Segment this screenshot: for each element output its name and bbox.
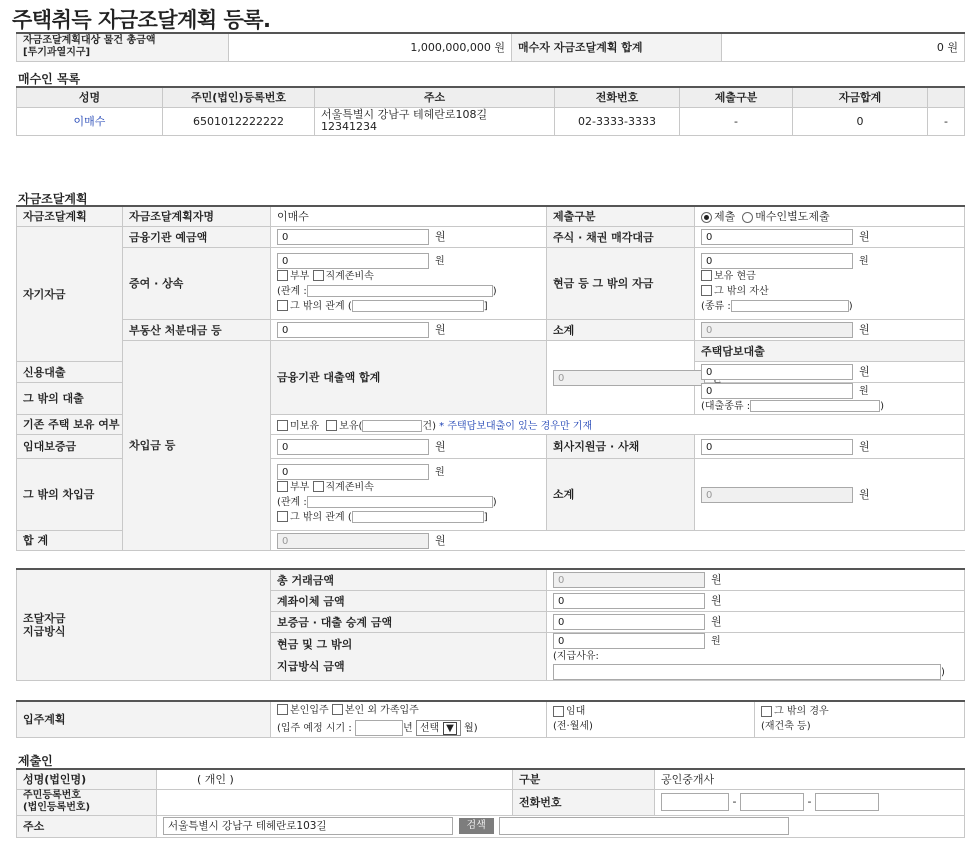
unit-label: 원 <box>711 594 722 607</box>
other-case-label: 그 밖의 경우 <box>774 706 829 718</box>
spouse-label: 부부 <box>290 481 310 493</box>
spouse-label: 부부 <box>290 270 310 282</box>
has-house-checkbox[interactable] <box>326 420 337 431</box>
cash-input[interactable]: 0 <box>701 253 853 269</box>
realestate-label: 부동산 처분대금 등 <box>123 319 271 340</box>
bracket-close: ] <box>483 511 488 523</box>
submitter-address-label: 주소 <box>17 815 157 837</box>
other-case-sub-label: (재건축 등) <box>761 721 811 733</box>
submitter-phone-label: 전화번호 <box>513 789 655 815</box>
phone-part1-input[interactable] <box>661 793 729 811</box>
paren-close: ) <box>492 285 497 297</box>
other-loan-input[interactable]: 0 <box>701 383 853 399</box>
lineal-checkbox[interactable] <box>313 481 324 492</box>
cash-hold-label: 보유 현금 <box>714 270 756 282</box>
unit-label: 원 <box>859 439 870 453</box>
relation-label: (관계 : <box>277 285 307 297</box>
house-own-label: 기존 주택 보유 여부 <box>17 414 123 434</box>
buyer-fund-total: 0 <box>793 107 928 135</box>
mortgage-label: 주택담보대출 <box>695 340 965 361</box>
col-header: 주민(법인)등록번호 <box>163 87 315 107</box>
lineal-label: 직계존비속 <box>325 481 374 493</box>
lease-deposit-label: 임대보증금 <box>17 434 123 458</box>
buyer-submit-type: - <box>680 107 793 135</box>
schedule-label: (입주 예정 시기 : <box>277 722 352 734</box>
buyer-list-table <box>16 86 965 136</box>
self-move-checkbox[interactable] <box>277 704 288 715</box>
submit-radio-label: 제출 <box>714 210 736 224</box>
col-header: 전화번호 <box>555 87 680 107</box>
cash-other-label-1: 현금 및 그 밖의 <box>277 638 353 651</box>
kind-label: (종류 : <box>701 300 731 312</box>
rent-label: 임대 <box>566 706 586 718</box>
plan-title: 자금조달계획 <box>18 192 88 206</box>
house-note: * 주택담보대출이 있는 경우만 기재 <box>439 420 593 432</box>
loan-kind-label: (대출종류 : <box>701 400 751 412</box>
reason-input[interactable] <box>553 664 941 680</box>
submitter-id-value <box>157 789 513 815</box>
submitter-name-value: ( 개인 ) <box>157 769 513 789</box>
deposit-loan-label: 보증금 · 대출 승계 금액 <box>271 611 547 632</box>
other-relation-input[interactable] <box>352 300 484 312</box>
grand-total-label: 합 계 <box>17 530 271 550</box>
spouse-checkbox[interactable] <box>277 270 288 281</box>
other-borrow-label: 그 밖의 차입금 <box>17 458 123 530</box>
self-move-label: 본인입주 <box>290 704 329 716</box>
buyer-sum-label: 매수자 자금조달계획 합계 <box>512 33 722 61</box>
buyer-extra: - <box>928 107 965 135</box>
other-relation-checkbox[interactable] <box>277 300 288 311</box>
year-input[interactable] <box>355 720 403 736</box>
total-trade-label: 총 거래금액 <box>271 569 547 590</box>
other-relation-label: 그 밖의 관계 ( <box>290 511 352 523</box>
family-move-checkbox[interactable] <box>332 704 343 715</box>
planner-name-label: 자금조달계획자명 <box>123 206 271 226</box>
gift-label: 증여 · 상속 <box>123 247 271 319</box>
no-house-label: 미보유 <box>290 420 319 432</box>
col-header: 제출구분 <box>680 87 793 107</box>
phone-part3-input[interactable] <box>815 793 879 811</box>
buyer-address: 서울특별시 강남구 테헤란로108길 12341234 <box>315 107 555 135</box>
move-in-table <box>16 700 965 738</box>
unit-label: 원 <box>859 365 870 378</box>
borrow-subtotal-label: 소계 <box>547 458 695 530</box>
unit-label: 원 <box>435 230 446 243</box>
phone-part2-input[interactable] <box>740 793 804 811</box>
summary-table <box>16 32 965 62</box>
month-select-value: 선택 <box>419 722 440 734</box>
paren-close: ) <box>848 300 853 312</box>
other-asset-checkbox[interactable] <box>701 285 712 296</box>
unit-label: 원 <box>435 439 446 453</box>
unit-label: 원 <box>435 255 445 267</box>
month-label: 월) <box>464 722 478 734</box>
payment-method-table <box>16 568 965 681</box>
paren-close: ) <box>941 666 945 678</box>
other-borrow-input[interactable]: 0 <box>277 464 429 480</box>
relation-input[interactable] <box>307 285 493 297</box>
transfer-input[interactable]: 0 <box>553 593 705 609</box>
unit-label: 원 <box>859 230 870 243</box>
no-house-checkbox[interactable] <box>277 420 288 431</box>
other-case-checkbox[interactable] <box>761 706 772 717</box>
plan-col-label: 자금조달계획 <box>17 206 123 226</box>
table-row[interactable] <box>17 107 965 135</box>
other-loan-label: 그 밖의 대출 <box>17 382 123 414</box>
spouse-checkbox[interactable] <box>277 481 288 492</box>
credit-input[interactable]: 0 <box>701 364 853 380</box>
submitter-title: 제출인 <box>18 754 53 768</box>
separate-submit-radio[interactable] <box>742 212 753 223</box>
loan-kind-input[interactable] <box>750 400 880 412</box>
relation-input[interactable] <box>307 496 493 508</box>
other-relation-label: 그 밖의 관계 ( <box>290 300 352 312</box>
buyer-phone: 02-3333-3333 <box>555 107 680 135</box>
rent-checkbox[interactable] <box>553 706 564 717</box>
cash-hold-checkbox[interactable] <box>701 270 712 281</box>
other-asset-label: 그 밖의 자산 <box>714 285 769 297</box>
cash-other-label <box>271 632 547 680</box>
month-select[interactable] <box>416 720 461 736</box>
own-subtotal-input: 0 <box>701 322 853 338</box>
borrow-label: 차입금 등 <box>123 340 271 550</box>
credit-label: 신용대출 <box>17 361 123 382</box>
deposit-label: 금융기관 예금액 <box>123 226 271 247</box>
asset-kind-input[interactable] <box>731 300 849 312</box>
unit-label: 원 <box>435 323 446 336</box>
dash: - <box>807 795 812 808</box>
total-amount-label: 자금조달계획대상 물건 총금액 [투기과열지구] <box>17 33 229 61</box>
other-relation-checkbox[interactable] <box>277 511 288 522</box>
unit-label: 원 <box>859 255 869 267</box>
move-in-label: 입주계획 <box>17 701 271 737</box>
payment-method-label: 조달자금 지급방식 <box>17 569 271 680</box>
stock-label: 주식 · 채권 매각대금 <box>547 226 695 247</box>
other-relation-input[interactable] <box>352 511 484 523</box>
paren-close: ) <box>880 400 884 412</box>
submitter-type-value: 공인중개사 <box>655 769 965 789</box>
address-detail-input[interactable] <box>499 817 789 835</box>
unit-label: 원 <box>435 466 445 478</box>
separate-submit-label: 매수인별도제출 <box>755 210 830 224</box>
submit-type-radios <box>695 206 965 226</box>
buyer-sum-value: 0 원 <box>722 33 965 61</box>
relation-label: (관계 : <box>277 496 307 508</box>
deposit-input[interactable]: 0 <box>277 229 429 245</box>
submit-type-label: 제출구분 <box>547 206 695 226</box>
unit-label: 원 <box>711 615 722 628</box>
rent-sub-label: (전·월세) <box>553 721 593 733</box>
total-amount-value: 1,000,000,000 원 <box>229 33 512 61</box>
planner-name-value: 이매수 <box>271 206 547 226</box>
unit-label: 원 <box>859 385 869 397</box>
company-fund-input[interactable]: 0 <box>701 439 853 455</box>
col-header: 자금합계 <box>793 87 928 107</box>
realestate-input[interactable]: 0 <box>277 322 429 338</box>
address-input[interactable]: 서울특별시 강남구 테헤란로103길 <box>163 817 453 835</box>
submitter-id-label: 주민등록번호 (법인등록번호) <box>17 789 157 815</box>
col-header: 주소 <box>315 87 555 107</box>
page-title: 주택취득 자금조달계획 등록. <box>12 8 271 32</box>
unit-label: 원 <box>711 573 722 587</box>
total-trade-input: 0 <box>553 572 705 588</box>
year-label: 년 <box>402 722 413 734</box>
lease-deposit-input[interactable]: 0 <box>277 439 429 455</box>
has-house-label: 보유( <box>339 420 363 432</box>
grand-total-input: 0 <box>277 533 429 549</box>
submitter-name-label: 성명(법인명) <box>17 769 157 789</box>
family-move-label: 본인 외 가족입주 <box>344 704 419 716</box>
reason-label: (지급사유: <box>553 650 599 662</box>
dash: - <box>732 795 737 808</box>
search-button[interactable]: 검색 <box>459 818 494 834</box>
buyer-id: 6501012222222 <box>163 107 315 135</box>
col-header <box>928 87 965 107</box>
col-header: 성명 <box>17 87 163 107</box>
unit-label: 원 <box>711 635 721 647</box>
gift-input[interactable]: 0 <box>277 253 429 269</box>
own-funds-label: 자기자금 <box>17 226 123 361</box>
house-count-label: 건) <box>422 420 436 432</box>
lineal-label: 직계존비속 <box>325 270 374 282</box>
house-count-input[interactable] <box>362 420 422 432</box>
unit-label: 원 <box>435 533 446 547</box>
stock-input[interactable]: 0 <box>701 229 853 245</box>
cash-other-label-2: 지급방식 금액 <box>277 660 345 673</box>
transfer-label: 계좌이체 금액 <box>271 590 547 611</box>
deposit-loan-input[interactable]: 0 <box>553 614 705 630</box>
own-subtotal-label: 소계 <box>547 319 695 340</box>
buyer-list-title: 매수인 목록 <box>18 72 81 86</box>
submitter-table <box>16 768 965 838</box>
loan-total-input: 0 <box>553 370 705 386</box>
unit-label: 원 <box>859 487 870 501</box>
buyer-name-link[interactable]: 이매수 <box>17 107 163 135</box>
chevron-down-icon: ▼ <box>443 722 457 735</box>
company-fund-label: 회사지원금 · 사채 <box>547 434 695 458</box>
bracket-close: ] <box>483 300 488 312</box>
cash-label: 현금 등 그 밖의 자금 <box>547 247 695 319</box>
cash-other-input[interactable]: 0 <box>553 633 705 649</box>
paren-close: ) <box>492 496 497 508</box>
funding-plan-table <box>16 205 965 551</box>
borrow-subtotal-input: 0 <box>701 487 853 503</box>
submit-radio[interactable] <box>701 212 712 223</box>
submitter-type-label: 구분 <box>513 769 655 789</box>
lineal-checkbox[interactable] <box>313 270 324 281</box>
unit-label: 원 <box>859 323 870 336</box>
loan-total-label: 금융기관 대출액 합계 <box>271 340 547 414</box>
